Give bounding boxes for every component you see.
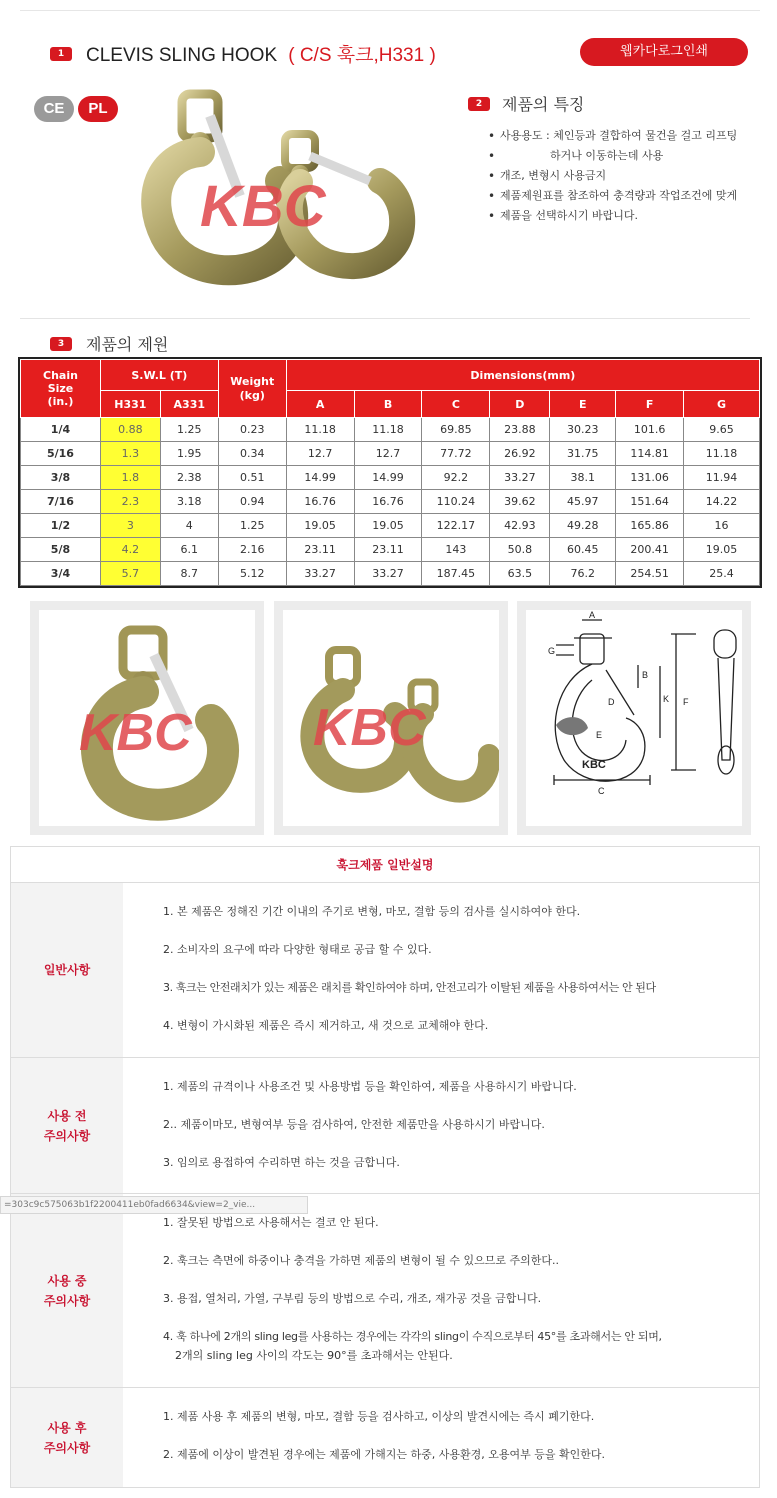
spec-cell: 101.6 bbox=[616, 418, 684, 442]
dim-label-e: E bbox=[596, 730, 603, 740]
spec-cell: 38.1 bbox=[550, 466, 616, 490]
h331-swl-cell: 2.3 bbox=[100, 490, 160, 514]
spec-row bbox=[21, 562, 760, 586]
note-item: 3. 용접, 열처리, 가열, 구부림 등의 방법으로 수리, 개조, 재가공 것을 금합니다. bbox=[163, 1292, 542, 1305]
spec-cell: 200.41 bbox=[616, 538, 684, 562]
features-title: 제품의 특징 bbox=[502, 95, 585, 114]
spec-cell: 33.27 bbox=[354, 562, 422, 586]
spec-cell: 114.81 bbox=[616, 442, 684, 466]
col-header-dim-d: D bbox=[490, 391, 550, 418]
spec-cell: 12.7 bbox=[286, 442, 354, 466]
h331-swl-cell: 3 bbox=[100, 514, 160, 538]
note-item: 2. 훅크는 측면에 하중이나 충격을 가하면 제품의 변형이 될 수 있으므로 주의한다.. bbox=[163, 1254, 559, 1267]
spec-row bbox=[21, 514, 760, 538]
spec-cell: 23.11 bbox=[286, 538, 354, 562]
spec-cell: 11.18 bbox=[286, 418, 354, 442]
spec-cell: 1.95 bbox=[160, 442, 218, 466]
spec-cell: 26.92 bbox=[490, 442, 550, 466]
spec-row bbox=[21, 442, 760, 466]
chain-size-cell: 3/8 bbox=[21, 466, 101, 490]
feature-item: • 제품제원표를 참조하여 충격량과 작업조건에 맞게 bbox=[488, 186, 756, 206]
col-header-dimensions: Dimensions(mm) bbox=[286, 360, 759, 391]
kbc-watermark: KBC bbox=[79, 704, 192, 762]
spec-cell: 2.38 bbox=[160, 466, 218, 490]
spec-cell: 2.16 bbox=[218, 538, 286, 562]
chain-size-cell: 3/4 bbox=[21, 562, 101, 586]
hook-dimension-drawing bbox=[526, 610, 742, 826]
specs-title: 제품의 제원 bbox=[86, 335, 169, 354]
dim-label-f: F bbox=[683, 697, 689, 707]
chain-size-cell: 7/16 bbox=[21, 490, 101, 514]
feature-item: • 개조, 변형시 사용금지 bbox=[488, 166, 756, 186]
web-catalog-print-button[interactable]: 웹카다로그인쇄 bbox=[580, 38, 748, 66]
spec-cell: 23.88 bbox=[490, 418, 550, 442]
spec-cell: 16.76 bbox=[286, 490, 354, 514]
product-photo-pair bbox=[274, 601, 508, 835]
product-photo-single bbox=[30, 601, 264, 835]
spec-cell: 165.86 bbox=[616, 514, 684, 538]
general-row-label: 사용 전 주의사항 bbox=[11, 1058, 123, 1193]
spec-cell: 60.45 bbox=[550, 538, 616, 562]
spec-cell: 110.24 bbox=[422, 490, 490, 514]
general-description bbox=[10, 846, 760, 1488]
spec-cell: 42.93 bbox=[490, 514, 550, 538]
spec-cell: 33.27 bbox=[286, 562, 354, 586]
note-item: 1. 잘못된 방법으로 사용해서는 결코 안 된다. bbox=[163, 1216, 379, 1229]
general-row-items bbox=[123, 1388, 759, 1487]
general-title: 훅크제품 일반설명 bbox=[11, 847, 759, 883]
spec-cell: 11.18 bbox=[684, 442, 760, 466]
general-row-label: 사용 후 주의사항 bbox=[11, 1388, 123, 1487]
spec-cell: 0.94 bbox=[218, 490, 286, 514]
spec-cell: 8.7 bbox=[160, 562, 218, 586]
note-item: 4. 변형이 가시화된 제품은 즉시 제거하고, 새 것으로 교체해야 한다. bbox=[163, 1019, 489, 1032]
spec-cell: 5.12 bbox=[218, 562, 286, 586]
col-header-chain-size: Chain Size (in.) bbox=[21, 360, 101, 418]
pl-mark-icon: PL bbox=[78, 96, 118, 122]
spec-cell: 0.23 bbox=[218, 418, 286, 442]
product-subtitle: ( C/S 훅크,H331 ) bbox=[288, 45, 436, 66]
spec-cell: 50.8 bbox=[490, 538, 550, 562]
spec-cell: 92.2 bbox=[422, 466, 490, 490]
col-header-swl: S.W.L (T) bbox=[100, 360, 218, 391]
spec-cell: 151.64 bbox=[616, 490, 684, 514]
col-header-dim-g: G bbox=[684, 391, 760, 418]
col-header-weight: Weight (kg) bbox=[218, 360, 286, 418]
feature-item: • 사용용도 : 체인등과 결합하여 물건을 걸고 리프팅 bbox=[488, 126, 756, 146]
hero-product-image bbox=[140, 86, 440, 296]
note-item: 3. 훅크는 안전래치가 있는 제품은 래치를 확인하여야 하며, 안전고리가 이탈된 제품을 사용하여서는 안 된다 bbox=[163, 981, 656, 994]
general-row bbox=[11, 1058, 759, 1194]
diagram-brand: KBC bbox=[582, 759, 606, 771]
spec-cell: 19.05 bbox=[684, 538, 760, 562]
pair-hook-photo bbox=[283, 610, 499, 826]
spec-cell: 254.51 bbox=[616, 562, 684, 586]
dim-label-g: G bbox=[548, 646, 556, 656]
spec-cell: 14.99 bbox=[354, 466, 422, 490]
section-number-2: 2 bbox=[468, 97, 490, 111]
spec-cell: 11.18 bbox=[354, 418, 422, 442]
spec-table bbox=[20, 359, 760, 586]
general-row bbox=[11, 1194, 759, 1388]
spec-cell: 16.76 bbox=[354, 490, 422, 514]
spec-cell: 14.99 bbox=[286, 466, 354, 490]
note-item-continuation: 2개의 sling leg 사이의 각도는 90°를 초과해서는 안된다. bbox=[175, 1349, 453, 1362]
general-row-items bbox=[123, 1194, 759, 1387]
spec-cell: 14.22 bbox=[684, 490, 760, 514]
url-tooltip: =303c9c575063b1f2200411eb0fad6634&view=2_vie... bbox=[0, 1196, 308, 1214]
dim-label-c: C bbox=[598, 786, 605, 796]
h331-swl-cell: 1.3 bbox=[100, 442, 160, 466]
spec-cell: 1.25 bbox=[160, 418, 218, 442]
dim-label-d: D bbox=[608, 697, 615, 707]
spec-cell: 9.65 bbox=[684, 418, 760, 442]
general-row-label: 사용 중 주의사항 bbox=[11, 1194, 123, 1387]
h331-swl-cell: 1.8 bbox=[100, 466, 160, 490]
general-row bbox=[11, 1388, 759, 1487]
chain-size-cell: 5/8 bbox=[21, 538, 101, 562]
chain-size-cell: 1/4 bbox=[21, 418, 101, 442]
dim-label-k: K bbox=[663, 694, 670, 704]
spec-cell: 4 bbox=[160, 514, 218, 538]
features-list bbox=[488, 126, 756, 226]
col-header-a331: A331 bbox=[160, 391, 218, 418]
spec-cell: 11.94 bbox=[684, 466, 760, 490]
note-item: 1. 제품 사용 후 제품의 변형, 마모, 결함 등을 검사하고, 이상의 발견시에는 즉시 폐기한다. bbox=[163, 1410, 595, 1423]
spec-cell: 122.17 bbox=[422, 514, 490, 538]
spec-cell: 0.51 bbox=[218, 466, 286, 490]
col-header-dim-c: C bbox=[422, 391, 490, 418]
spec-cell: 31.75 bbox=[550, 442, 616, 466]
kbc-watermark: KBC bbox=[313, 699, 426, 757]
section-number-3: 3 bbox=[50, 337, 72, 351]
spec-cell: 3.18 bbox=[160, 490, 218, 514]
spec-cell: 77.72 bbox=[422, 442, 490, 466]
spec-cell: 39.62 bbox=[490, 490, 550, 514]
chain-size-cell: 1/2 bbox=[21, 514, 101, 538]
features-header bbox=[468, 92, 584, 115]
spec-row bbox=[21, 466, 760, 490]
feature-item-continuation: • 제품을 선택하시기 바랍니다. bbox=[488, 206, 756, 226]
note-item: 4. 훅 하나에 2개의 sling leg를 사용하는 경우에는 각각의 sling이 수직으로부터 45°를 초과해서는 안 되며, bbox=[163, 1330, 662, 1343]
spec-cell: 6.1 bbox=[160, 538, 218, 562]
spec-cell: 187.45 bbox=[422, 562, 490, 586]
spec-row bbox=[21, 490, 760, 514]
ce-mark-icon: CE bbox=[34, 96, 74, 122]
col-header-dim-f: F bbox=[616, 391, 684, 418]
spec-cell: 49.28 bbox=[550, 514, 616, 538]
dimension-diagram bbox=[517, 601, 751, 835]
note-item: 2. 제품에 이상이 발견된 경우에는 제품에 가해지는 하중, 사용환경, 오용여부 등을 확인한다. bbox=[163, 1448, 605, 1461]
general-row-items bbox=[123, 1058, 759, 1193]
spec-cell: 45.97 bbox=[550, 490, 616, 514]
dim-label-a: A bbox=[589, 610, 596, 620]
spec-cell: 30.23 bbox=[550, 418, 616, 442]
spec-cell: 19.05 bbox=[354, 514, 422, 538]
spec-cell: 33.27 bbox=[490, 466, 550, 490]
note-item: 2.. 제품이마모, 변형여부 등을 검사하여, 안전한 제품만을 사용하시기 바랍니다. bbox=[163, 1118, 545, 1131]
note-item: 2. 소비자의 요구에 따라 다양한 형태로 공급 할 수 있다. bbox=[163, 943, 432, 956]
spec-cell: 143 bbox=[422, 538, 490, 562]
single-hook-photo bbox=[39, 610, 255, 826]
spec-cell: 1.25 bbox=[218, 514, 286, 538]
h331-swl-cell: 4.2 bbox=[100, 538, 160, 562]
section-number-1: 1 bbox=[50, 47, 72, 61]
spec-cell: 63.5 bbox=[490, 562, 550, 586]
general-row-label: 일반사항 bbox=[11, 883, 123, 1057]
product-header bbox=[50, 40, 436, 67]
h331-swl-cell: 0.88 bbox=[100, 418, 160, 442]
product-title: CLEVIS SLING HOOK bbox=[86, 45, 278, 66]
col-header-dim-b: B bbox=[354, 391, 422, 418]
col-header-h331: H331 bbox=[100, 391, 160, 418]
spec-cell: 23.11 bbox=[354, 538, 422, 562]
note-item: 1. 본 제품은 정해진 기간 이내의 주기로 변형, 마모, 결함 등의 검사를 실시하여야 한다. bbox=[163, 905, 581, 918]
general-row-items bbox=[123, 883, 759, 1057]
spec-cell: 76.2 bbox=[550, 562, 616, 586]
spec-cell: 19.05 bbox=[286, 514, 354, 538]
note-item: 3. 임의로 용접하여 수리하면 하는 것을 금합니다. bbox=[163, 1156, 400, 1169]
spec-cell: 0.34 bbox=[218, 442, 286, 466]
col-header-dim-e: E bbox=[550, 391, 616, 418]
feature-item-continuation: • 하거나 이동하는데 사용 bbox=[488, 146, 756, 166]
spec-row bbox=[21, 538, 760, 562]
spec-cell: 25.4 bbox=[684, 562, 760, 586]
chain-size-cell: 5/16 bbox=[21, 442, 101, 466]
kbc-watermark: KBC bbox=[200, 174, 326, 239]
note-item: 1. 제품의 규격이나 사용조건 및 사용방법 등을 확인하여, 제품을 사용하시기 바랍니다. bbox=[163, 1080, 577, 1093]
general-row bbox=[11, 883, 759, 1058]
spec-cell: 12.7 bbox=[354, 442, 422, 466]
h331-swl-cell: 5.7 bbox=[100, 562, 160, 586]
col-header-dim-a: A bbox=[286, 391, 354, 418]
top-divider bbox=[20, 10, 760, 11]
spec-cell: 16 bbox=[684, 514, 760, 538]
spec-cell: 131.06 bbox=[616, 466, 684, 490]
spec-row bbox=[21, 418, 760, 442]
specs-header bbox=[50, 332, 168, 355]
section-divider bbox=[20, 318, 750, 319]
spec-cell: 69.85 bbox=[422, 418, 490, 442]
dim-label-b: B bbox=[642, 670, 649, 680]
